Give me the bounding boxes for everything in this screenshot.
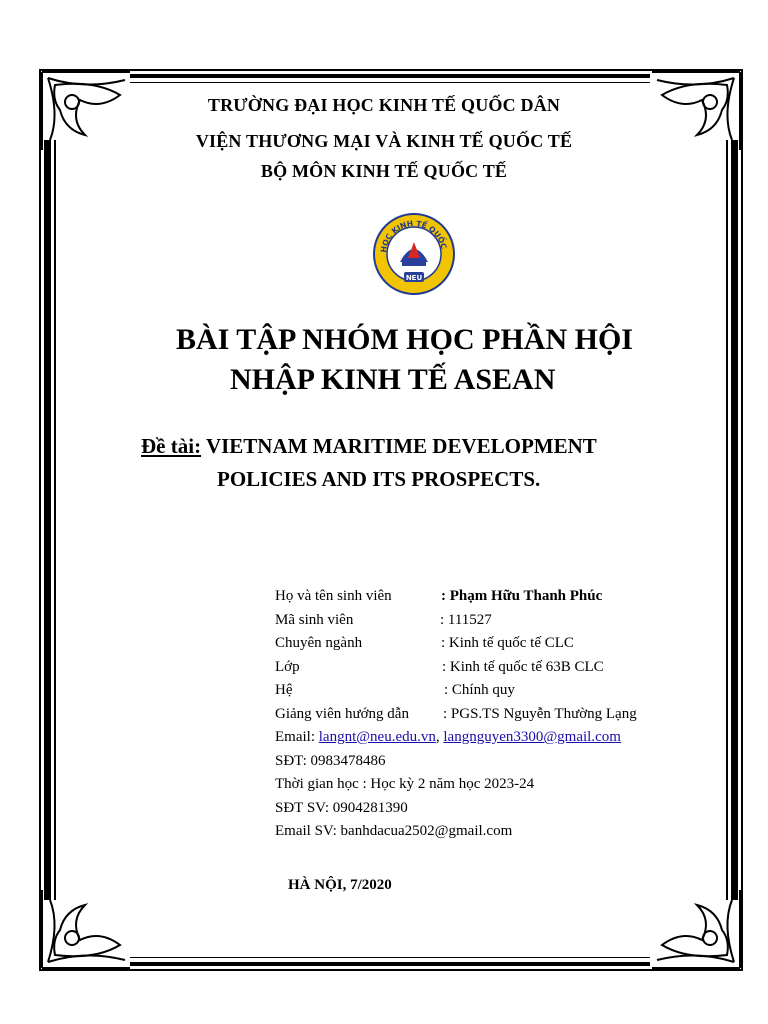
student-phone-row	[275, 797, 695, 821]
topic-title-1: VIETNAM MARITIME DEVELOPMENT	[205, 434, 597, 458]
student-id-value: : 111527	[440, 611, 492, 628]
student-phone-text: SĐT SV: 0904281390	[275, 799, 408, 816]
university-name: TRƯỜNG ĐẠI HỌC KINH TẾ QUỐC DÂN	[207, 95, 561, 115]
student-id-label: Mã sinh viên	[275, 611, 354, 628]
corner-ornament-bottom-right	[652, 890, 740, 968]
program-label: Hệ	[275, 682, 293, 698]
title-line-1: BÀI TẬP NHÓM HỌC PHẦN HỘI	[176, 323, 633, 356]
email-row	[275, 726, 695, 750]
student-name-value: : Phạm Hữu Thanh Phúc	[441, 588, 603, 604]
major-row	[275, 632, 695, 656]
university-logo	[372, 212, 456, 296]
institute-name: VIỆN THƯƠNG MẠI VÀ KINH TẾ QUỐC TẾ	[195, 131, 573, 151]
topic-line-2: POLICIES AND ITS PROSPECTS.	[217, 467, 541, 491]
email-label: Email:	[275, 729, 315, 745]
student-name-label: Họ và tên sinh viên	[275, 588, 392, 604]
instructor-row	[275, 703, 695, 727]
student-name-row	[275, 585, 695, 609]
phone-text: SĐT: 0983478486	[275, 752, 386, 769]
student-email-row	[275, 820, 695, 844]
place-date: HÀ NỘI, 7/2020	[288, 877, 392, 893]
student-info	[275, 585, 695, 844]
major-label: Chuyên ngành	[275, 635, 363, 651]
class-value: : Kinh tế quốc tế 63B CLC	[442, 658, 604, 675]
class-row	[275, 656, 695, 680]
logo-ring-text: HỌC KINH TẾ QUỐC	[378, 218, 449, 254]
email-link-1[interactable]: langnt@neu.edu.vn	[318, 729, 436, 745]
semester-row	[275, 773, 695, 797]
instructor-value: : PGS.TS Nguyễn Thường Lạng	[443, 705, 637, 722]
student-email-text: Email SV: banhdacua2502@gmail.com	[275, 823, 513, 839]
department-name: BỘ MÔN KINH TẾ QUỐC TẾ	[260, 161, 508, 181]
phone-row	[275, 750, 695, 774]
logo-abbr: NEU	[405, 274, 423, 282]
major-value: : Kinh tế quốc tế CLC	[441, 635, 574, 651]
email-line	[275, 726, 621, 750]
title-line-2: NHẬP KINH TẾ ASEAN	[230, 363, 556, 396]
email-link-2[interactable]: langnguyen3300@gmail.com	[443, 729, 621, 745]
program-row	[275, 679, 695, 703]
topic-label: Đề tài:	[141, 434, 202, 458]
class-label: Lớp	[275, 658, 300, 675]
topic-line-1	[141, 431, 597, 461]
student-id-row	[275, 609, 695, 633]
semester-text: Thời gian học : Học kỳ 2 năm học 2023-24	[275, 776, 535, 792]
program-value: : Chính quy	[444, 682, 515, 698]
instructor-label: Giảng viên hướng dẫn	[275, 705, 409, 722]
corner-ornament-bottom-left	[42, 890, 130, 968]
email-separator: ,	[435, 729, 440, 745]
